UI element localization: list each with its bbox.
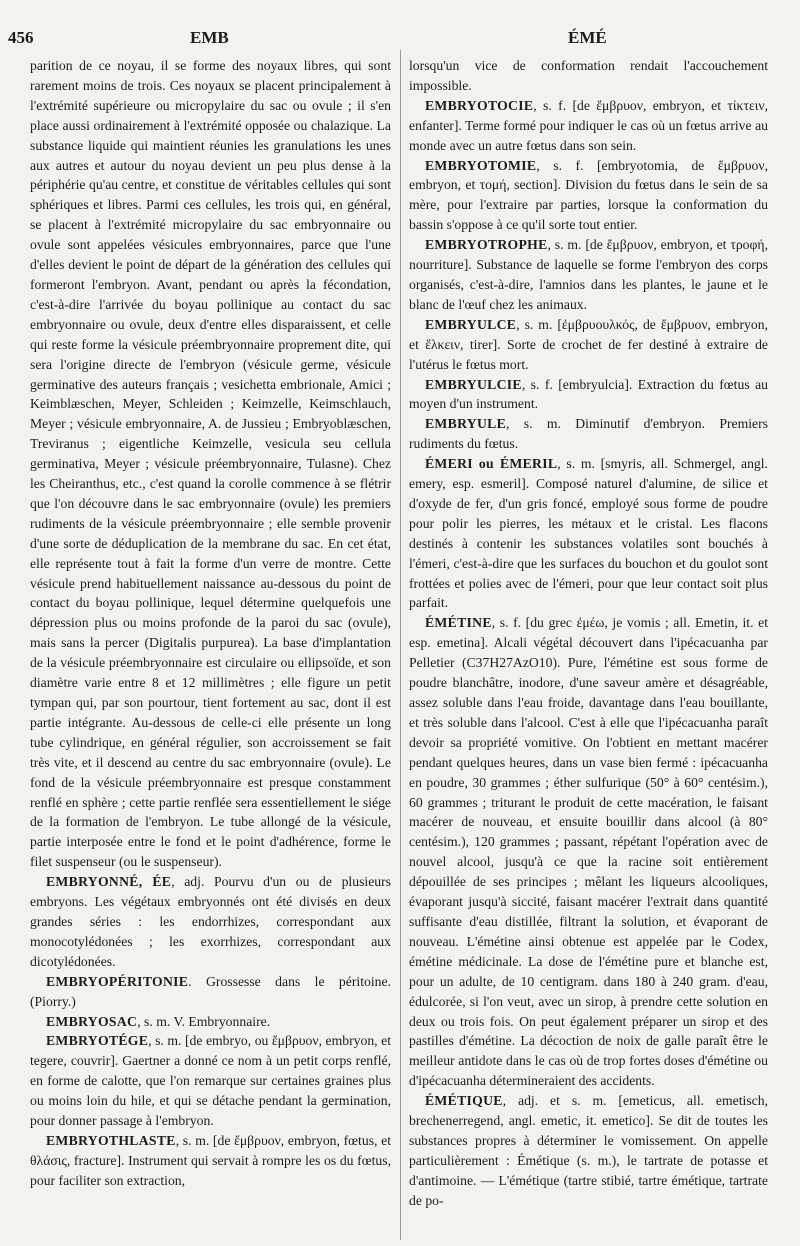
left-column xyxy=(30,56,391,1242)
entry-headword: EMBRYULE xyxy=(425,416,507,432)
entry-text: lorsqu'un vice de conformation rendait l'accouchement impossible. xyxy=(409,58,768,93)
dictionary-entry xyxy=(409,156,768,236)
entry-headword: ÉMERI ou ÉMERIL xyxy=(425,456,558,472)
entry-headword: EMBRYOTOMIE xyxy=(425,157,537,173)
dictionary-entry xyxy=(409,96,768,156)
right-column xyxy=(409,56,768,1242)
entry-text: , s. m. [ἐμβρυουλκός, de ἔμβρυον, embryon, et ἕλκειν, tirer]. Sorte de crochet de fer destiné à extraire de l'utérus le fœtus mort. xyxy=(409,316,768,372)
entry-text: , s. m. [de ἔμβρυον, embryon, et τροφή, nourriture]. Substance de laquelle se forme l'embryon des corps organisés, c'est-à-dire, l'amnios dans les plantes, le jaune et le blanc de l'œuf chez les animaux. xyxy=(409,237,768,312)
entry-headword: EMBRYULCE xyxy=(425,316,517,332)
entry-headword: EMBRYONNÉ, ÉE xyxy=(46,874,172,890)
dictionary-entry xyxy=(30,872,391,972)
dictionary-entry xyxy=(409,1091,768,1210)
entry-text: , s. m. [de embryo, ou ἔμβρυον, embryon, et tegere, couvrir]. Gaertner a donné ce nom à un petit corps renflé, en forme de calotte, que l'on remarque sur certaines graines plus ou moins loin du hile, et qui se détache pendant la germination, pour donner passage à l'embryon. xyxy=(30,1033,391,1129)
column-divider xyxy=(400,50,401,1240)
entry-text: , s. m. Diminutif d'embryon. Premiers rudiments du fœtus. xyxy=(409,416,768,452)
dictionary-entry xyxy=(30,1012,391,1032)
entry-text: , s. m. V. Embryonnaire. xyxy=(137,1013,271,1029)
dictionary-entry xyxy=(409,315,768,375)
page-number: 456 xyxy=(8,28,34,47)
dictionary-entry xyxy=(409,235,768,315)
entry-headword: EMBRYULCIE xyxy=(425,376,522,392)
entry-headword: EMBRYOSAC xyxy=(46,1013,138,1029)
entry-headword: ÉMÉTIQUE xyxy=(425,1093,503,1109)
entry-text: parition de ce noyau, il se forme des noyaux libres, qui sont rarement moins de trois. Ces noyaux se placent principalement à l'extrémité supérieure ou micropylaire du sac ou ovule ; il s'en place aussi ordinairement à l'extrémité opposée ou chalazique. La substance liquide qui maintient réunies les granulations les unes aux autres et autour du noyau devient un peu plus dense à la périphérie qu'au centre, et constitue de véritables cellules qui sont sphériques et libres. Parmi ces cellules, les trois qui, en général, se placent à l'extrémité micropylaire du sac embryonnaire ou ovule sont appelées vésicules embryonnaires, parce que l'une d'elles devient le point de départ de la génération des cellules qui formeront l'embryon. Avant, pendant ou après la fécondation, c'est-à-dire l'arrivée du boyau pollinique au contact du sac embryonnaire ou ovule, deux d'entre elles disparaissent, et celle qui reste forme la vésicule préembryonnaire proprement dite, qui sera l'origine directe de l'embryon (vésicule germe, vésicule germinative des auteurs français ; vesichetta embrionale, Amici ; Keimblæschen, Meyer, Schleiden ; Keimzelle, Keimschlauch, Meyer ; vésicule embryonnaire, A. de Jussieu ; Embryoblæschen, Treviranus ; eigentliche Keimzelle, vesicula seu cellula germinativa, Meyer ; vésicule préembryonnaire, Tulasne). Chez les Cheiranthus, etc., c'est quand la corolle commence à se flétrir que l'on découvre dans le sac embryonnaire (ovule) les premiers rudiments de la vésicule préembryonnaire ; elle semble provenir d'une sorte de déduplication de la membrane du sac. En cet état, elle représente tout à fait la forme d'un verre de montre. Cette vésicule prend habituellement naissance au-dessous du point de contact du boyau pollinique, lequel détermine quelquefois une dépression plus ou moins profonde de la paroi du sac (ovule), mais sans la percer (Digitalis purpurea). La base d'implantation de la vésicule préembryonnaire est circulaire ou ellipsoïde, et son diamètre varie entre 8 et 12 millimètres ; elle figure un petit tympan qui, par son pourtour, tient fortement au sac, dont il est partie intégrante. Au-dessous de celle-ci elle présente un long tube cylindrique, en général régulier, son accroissement se fait très vite, et il descend au centre du sac embryonnaire (ovule). Le fond de la vésicule préembryonnaire est presque constamment renflé en sphère ; cette partie renflée sera essentiellement le siége de la formation de l'embryon. Le tube allongé de la vésicule, partie interposée entre le fond et le point d'adhérence, forme le filet suspenseur (ou le suspenseur). xyxy=(30,58,391,870)
dictionary-entry xyxy=(409,414,768,454)
entry-headword: EMBRYOTOCIE xyxy=(425,97,534,113)
entry-text: , adj. Pourvu d'un ou de plusieurs embryons. Les végétaux embryonnés ont été divisés en deux grandes séries : les endorrhizes, correspondant aux monocotylédonées ; les exorrhizes, correspondant aux dicotylédonées. xyxy=(30,874,391,969)
dictionary-entry xyxy=(409,454,768,613)
dictionary-entry xyxy=(30,972,391,1012)
entry-headword: EMBRYOTÉGE xyxy=(46,1033,149,1049)
entry-text: . Grossesse dans le péritoine. (Piorry.) xyxy=(30,973,391,1009)
dictionary-entry xyxy=(30,1131,391,1191)
dictionary-entry xyxy=(30,1031,391,1131)
entry-text: , s. m. [de ἔμβρυον, embryon, fœtus, et θλάσις, fracture]. Instrument qui servait à rompre les os du fœtus, pour faciliter son extraction, xyxy=(30,1132,391,1188)
entry-text: , s. f. [embryulcia]. Extraction du fœtus au moyen d'un instrument. xyxy=(409,376,768,412)
right-guide-word: ÉMÉ xyxy=(568,28,607,47)
dictionary-entry xyxy=(409,375,768,415)
entry-headword: ÉMÉTINE xyxy=(425,615,492,631)
entry-text: , s. m. [smyris, all. Schmergel, angl. emery, esp. esmeril]. Composé naturel d'alumine, de silice et d'oxyde de fer, d'un gris foncé, employé sous forme de poudre pour polir les pierres, les métaux et le cristal. Les flacons destinés à contenir les substances volatiles sont bouchés à l'émeri, c'est-à-dire que les surfaces du bouchon et du goulot sont frottées et polies avec de l'émeri, pour que leur contact soit plus parfait. xyxy=(409,456,768,611)
entry-headword: EMBRYOTHLASTE xyxy=(46,1132,176,1148)
entry-text: , adj. et s. m. [emeticus, all. emetisch, brechenerregend, angl. emetic, it. emetico]. Se dit de toutes les substances propres à déterminer le vomissement. On appelle particulièrement : Émétique (s. m.), le tartrate de potasse et d'antimoine. — L'émétique (tartre stibié, tartre émétique, tartrate de po- xyxy=(409,1093,768,1208)
left-guide-word: EMB xyxy=(190,28,229,47)
entry-text: , s. f. [embryotomia, de ἔμβρυον, embryon, et τομή, section]. Division du fœtus dans le sein de sa mère, pour l'extraire par parties, lorsque la conformation du bassin s'oppose à ce qu'il sorte tout entier. xyxy=(409,157,768,233)
dictionary-entry xyxy=(409,613,768,1091)
entry-continuation xyxy=(409,56,768,96)
entry-headword: EMBRYOPÉRITONIE xyxy=(46,973,189,989)
entry-headword: EMBRYOTROPHE xyxy=(425,237,548,253)
entry-text: , s. f. [du grec ἐμέω, je vomis ; all. Emetin, it. et esp. emetina]. Alcali végétal découvert dans l'ipécacuanha par Pelletier (C37H27AzO10). Pure, l'émétine est sous forme de poudre blanchâtre, inodore, d'une saveur amère et désagréable, assez soluble dans l'eau froide, davantage dans l'eau bouillante, et très soluble dans l'alcool. C'est à elle que l'ipécacuanha paraît devoir sa propriété vomitive. On l'obtient en mettant macérer pendant quelques heures, dans un vase bien fermé : ipécacuanha en poudre, 30 grammes ; éther sulfurique (50° à 60° centésim.), 60 grammes ; triturant le produit de cette macération, le faisant macérer de nouveau, et ensuite bouillir dans alcool (à 80° centésim.), 120 grammes ; passant, répétant l'opération avec de nouvel alcool, jusqu'à ce que la racine soit entièrement dépouillée de ses principes ; mêlant les liqueurs alcooliques, évaporant jusqu'à siccité, faisant macérer l'extrait dans quantité suffisante d'eau distillée, filtrant la solution, et évaporant de nouveau. L'émétine ainsi obtenue est appelée par le Codex, émétine médicinale. La dose de l'émétine pure et blanche est, pour un adulte, de 10 centigram. dans 180 à 240 gram. d'eau, édulcorée, si l'on veut, avec un sirop, à prendre cette solution en deux ou trois fois. On peut également préparer un sirop et des pastilles d'émétine. La décoction de noix de galle paraît être le meilleur antidote dans le cas où de trop fortes doses d'émétine ou d'ipécacuanha détermineraient des accidents. xyxy=(409,615,768,1089)
entry-text: , s. f. [de ἔμβρυον, embryon, et τίκτειν, enfanter]. Terme formé pour indiquer le cas où un fœtus arrive au monde avec un autre fœtus dans son sein. xyxy=(409,97,768,153)
entry-continuation xyxy=(30,56,391,872)
